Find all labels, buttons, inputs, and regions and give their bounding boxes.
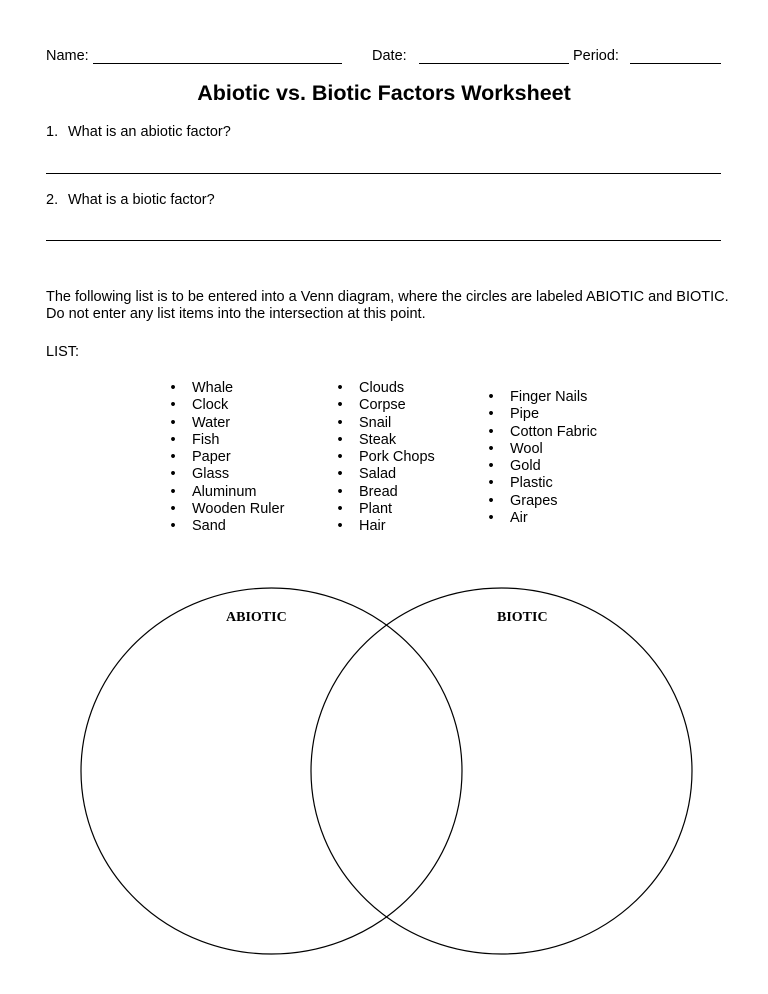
bullet-icon: •	[337, 397, 343, 414]
bullet-icon: •	[337, 466, 343, 483]
list-item: • Steak	[335, 432, 435, 449]
biotic-label: BIOTIC	[497, 610, 548, 625]
bullet-icon: •	[337, 449, 343, 466]
bullet-icon: •	[337, 518, 343, 535]
list-item: • Finger Nails	[486, 389, 597, 406]
question-text: What is an abiotic factor?	[68, 124, 231, 140]
bullet-icon: •	[170, 466, 176, 483]
abiotic-label: ABIOTIC	[226, 610, 287, 625]
list-item: • Salad	[335, 466, 435, 483]
list-item: • Paper	[168, 449, 284, 466]
bullet-icon: •	[488, 423, 494, 440]
question-number: 1.	[46, 124, 59, 140]
bullet-icon: •	[337, 380, 343, 396]
list-item: • Plant	[335, 501, 435, 518]
bullet-icon: •	[337, 483, 343, 500]
abiotic-circle[interactable]	[81, 588, 462, 954]
question-text: What is a biotic factor?	[68, 192, 215, 208]
bullet-icon: •	[488, 492, 494, 509]
bullet-icon: •	[170, 449, 176, 466]
list-item: • Sand	[168, 518, 284, 535]
bullet-icon: •	[488, 406, 494, 423]
bullet-icon: •	[170, 380, 176, 396]
bullet-icon: •	[170, 397, 176, 414]
bullet-icon: •	[488, 458, 494, 475]
list-item: • Pipe	[486, 406, 597, 423]
bullet-icon: •	[337, 431, 343, 448]
list-item: • Wooden Ruler	[168, 501, 284, 518]
list-item: • Clouds	[335, 380, 435, 397]
bullet-icon: •	[488, 475, 494, 492]
list-item: • Hair	[335, 518, 435, 535]
bullet-icon: •	[170, 501, 176, 518]
list-item: • Glass	[168, 466, 284, 483]
bullet-icon: •	[170, 431, 176, 448]
list-item: • Cotton Fabric	[486, 424, 597, 441]
bullet-icon: •	[170, 483, 176, 500]
list-item: • Bread	[335, 484, 435, 501]
list-item: • Gold	[486, 458, 597, 475]
list-item: • Water	[168, 415, 284, 432]
list-item: • Snail	[335, 415, 435, 432]
list-item: • Air	[486, 510, 597, 527]
worksheet-title: Abiotic vs. Biotic Factors Worksheet	[197, 81, 571, 105]
list-item: • Fish	[168, 432, 284, 449]
bullet-icon: •	[337, 501, 343, 518]
name-label: Name:	[46, 48, 89, 64]
bullet-icon: •	[488, 440, 494, 457]
date-label: Date:	[372, 48, 407, 64]
list-item: • Grapes	[486, 493, 597, 510]
biotic-circle[interactable]	[311, 588, 692, 954]
list-item: • Clock	[168, 397, 284, 414]
bullet-icon: •	[170, 414, 176, 431]
bullet-icon: •	[337, 414, 343, 431]
list-item: • Aluminum	[168, 484, 284, 501]
bullet-icon: •	[488, 510, 494, 527]
list-label: LIST:	[46, 344, 80, 360]
list-item: • Pork Chops	[335, 449, 435, 466]
list-item: • Corpse	[335, 397, 435, 414]
bullet-icon: •	[170, 518, 176, 535]
instructions-paragraph: The following list is to be entered into a Venn diagram, where the circles are labeled ABIOTIC and BIOTIC. Do not enter any list items into the intersection at this point.	[46, 289, 729, 322]
list-item: • Wool	[486, 441, 597, 458]
list-item: • Whale	[168, 380, 284, 397]
period-label: Period:	[573, 48, 619, 64]
question-number: 2.	[46, 192, 59, 208]
bullet-icon: •	[488, 389, 494, 405]
list-item: • Plastic	[486, 475, 597, 492]
